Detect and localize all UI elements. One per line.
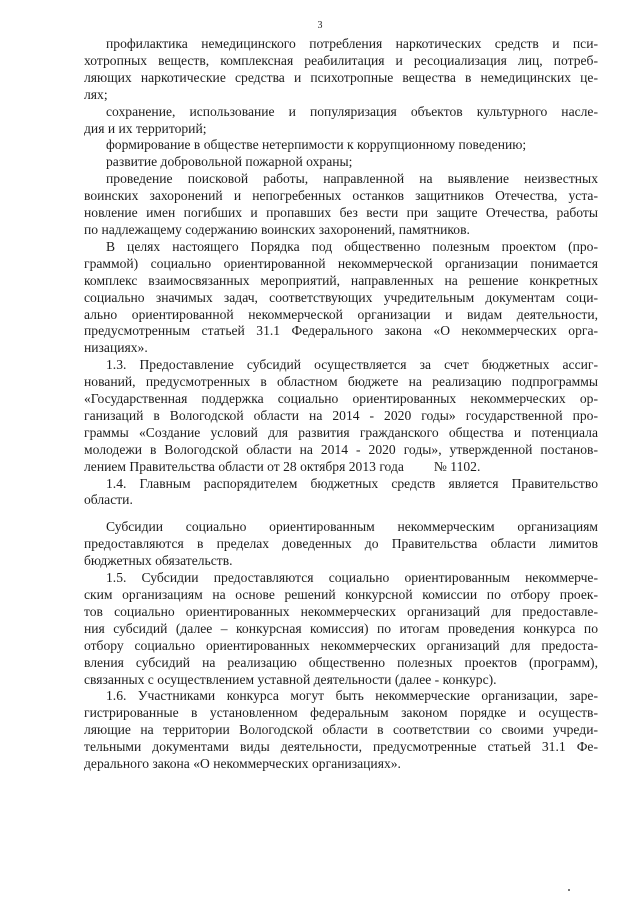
text-line: формирование в обществе нетерпимости к коррупционному поведению; [106,137,527,153]
text-line: ляющих наркотические средства и психотропные вещества в немедицинских це- [84,69,598,85]
text-line: молодежи в Вологодской области на 2014 - 2020 годы», утвержденной постанов- [84,441,598,457]
text-line: ально ориентированной некоммерческой организации и видам деятельности, [84,306,598,322]
text-line: дерального закона «О некоммерческих организациях». [84,756,401,772]
text-line: сохранение, использование и популяризация объектов культурного насле- [106,103,598,119]
text-line: по надлежащему содержанию воинских захоронений, памятников. [84,221,470,237]
text-line: развитие добровольной пожарной охраны; [106,154,353,170]
text-line: комплекс взаимосвязанных мероприятий, направленных на решение конкретных [84,272,598,288]
text-line: вления субсидий на реализацию общественно полезных проектов (программ), [84,654,598,670]
text-line: профилактика немедицинского потребления наркотических средств и пси- [106,36,598,51]
text-line: граммы «Создание условий для развития гражданского общества и потенциала [84,424,598,440]
text-line: области. [84,492,133,508]
text-line: проведение поисковой работы, направленной на выявление неизвестных [106,171,598,187]
text-line [84,459,598,476]
text-line: бюджетных обязательств. [84,553,233,569]
page-number: 3 [317,20,323,31]
text-line: отбору социально ориентированных некоммерческих организаций для предоста- [84,637,598,653]
text-line: ния субсидий (далее – конкурсная комиссия) по итогам проведения конкурса по [84,620,598,636]
text-line: нований, предусмотренных в областном бюджете на реализацию подпрограммы [84,374,598,390]
text-line: Субсидии социально ориентированным некоммерческим организациям [106,519,598,535]
resolution-number: № 1102. [433,458,481,474]
text-block-b [84,476,598,773]
text-line: предусмотренным статьей 31.1 Федерального закона «О некоммерческих орга- [84,323,598,339]
text-line: ским организациям на основе решений конкурсной комиссии по отбору проек- [84,587,598,602]
text-line: низациях». [84,340,148,356]
text-line: В целях настоящего Порядка под общественно полезным проектом (про- [106,238,598,254]
text-line: хотропных веществ, комплексная реабилитация и ресоциализация лиц, потреб- [84,52,598,68]
text-line: воинских захоронений и непогребенных останков защитников Отечества, уста- [84,188,598,204]
text-block-a [84,36,598,459]
text-line: тов социально ориентированных некоммерческих организаций для предоставле- [84,603,598,619]
text-line: ляющие на территории Вологодской области в соответствии со своими учреди- [84,722,598,738]
text-line: ганизаций в Вологодской области на 2014 - 2020 годы» государственной про- [84,407,598,423]
text-line: граммой) социально ориентированной некоммерческой организации понимается [84,255,598,271]
text-line: «Государственная поддержка социально ориентированных некоммерческих ор- [84,391,598,407]
text-line: гистрированные в установленном федеральным законом порядке и осуществ- [84,705,598,721]
document-body [84,36,598,773]
text-line: новление имен погибших и пропавших без вести при защите Отечества, работы [84,205,598,221]
text-line: 1.3. Предоставление субсидий осуществляется за счет бюджетных ассиг- [106,357,598,373]
text-line: лях; [84,86,108,102]
text-line: 1.5. Субсидии предоставляются социально ориентированным некоммерче- [106,570,598,586]
text-line: 1.4. Главным распорядителем бюджетных средств является Правительство [106,475,598,491]
text-line-part: лением Правительства области от 28 октября 2013 года [84,458,404,474]
scan-artifact [568,889,570,891]
text-line: тельными документами виды деятельности, предусмотренные статьей 31.1 Фе- [84,739,598,755]
text-line: социально значимых задач, соответствующих учредительным документам соци- [84,289,598,305]
text-line: предоставляются в пределах доведенных до Правительства области лимитов [84,536,598,552]
text-line: дия и их территорий; [84,120,207,136]
text-line: 1.6. Участниками конкурса могут быть некоммерческие организации, заре- [106,688,598,704]
text-line: связанных с осуществлением уставной деятельности (далее - конкурс). [84,671,497,687]
